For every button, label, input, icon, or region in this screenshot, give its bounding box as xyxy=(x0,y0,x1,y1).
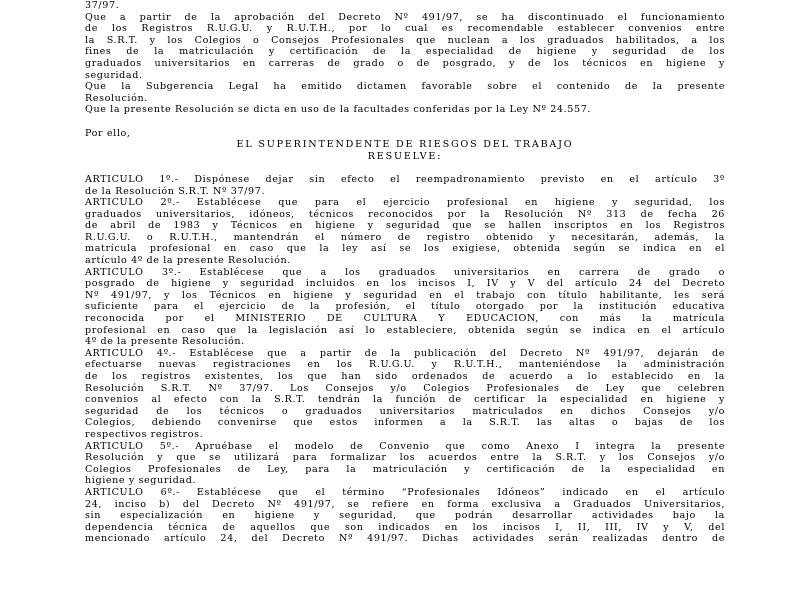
text-line: higiene y seguridad. xyxy=(85,475,197,487)
text-line: Colegios, debiendo convenirse que estos informen a la S.R.T. las altas o bajas de los xyxy=(85,417,725,429)
text-line: fines de la matriculación y certificación de la especialidad de higiene y seguridad de los xyxy=(85,46,725,58)
text-line: 37/97. xyxy=(85,0,120,11)
text-line: efectuarse nuevas registraciones en los R.U.G.U. y R.U.T.H., manteniéndose la administración xyxy=(85,359,725,371)
text-line: de la Resolución S.R.T. Nº 37/97. xyxy=(85,185,266,197)
text-line: matrícula profesional en caso que la ley así se los exigiese, obtenida según se indica en el xyxy=(85,243,725,255)
text-line: ARTICULO 2º.- Establécese que para el ejercicio profesional en higiene y seguridad, los xyxy=(85,197,725,209)
text-line: 4º de la presente Resolución. xyxy=(85,336,245,348)
text-line: reconocida por el MINISTERIO DE CULTURA Y EDUCACION, con más la matrícula xyxy=(85,313,725,325)
text-line: Resolución y que se utilizará para formalizar los acuerdos entre la S.R.T. y los Consejos y/o xyxy=(85,452,725,464)
text-line: 24, inciso b) del Decreto Nº 491/97, se refiere en forma exclusiva a Graduados Universitarios, xyxy=(85,498,725,510)
text-line: la S.R.T. y los Colegios o Consejos Profesionales que nuclean a los graduados habilitados, a los xyxy=(85,34,725,46)
resuelve-heading: RESUELVE: xyxy=(367,150,443,162)
text-line: ARTICULO 6º.- Establécese que el término “Profesionales Idóneos” indicado en el artículo xyxy=(85,486,725,498)
text-line: convenios al efecto con la S.R.T. tendrán la función de certificar la especialidad en higiene y xyxy=(85,394,725,406)
text-line: ARTICULO 5º.- Apruébase el modelo de Convenio que como Anexo I integra la presente xyxy=(85,440,725,452)
considerandos-block xyxy=(85,0,725,116)
text-line: ARTICULO 1º.- Dispónese dejar sin efecto el reempadronamiento previsto en el artículo 3º xyxy=(85,173,725,185)
text-line: respectivos registros. xyxy=(85,428,204,440)
authority-heading: EL SUPERINTENDENTE DE RIESGOS DEL TRABAJO xyxy=(236,139,574,151)
text-line: Que la presente Resolución se dicta en uso de la facultades conferidas por la Ley Nº 24.557. xyxy=(85,104,592,116)
por-ello-text: Por ello, xyxy=(85,127,131,139)
text-line: ARTICULO 4º.- Establécese que a partir de la publicación del Decreto Nº 491/97, dejarán de xyxy=(85,347,725,359)
text-line: artículo 4º de la presente Resolución. xyxy=(85,255,291,267)
text-line: de los Registros R.U.G.U. y R.U.T.H., por lo cual es recomendable establecer convenios entre xyxy=(85,23,725,35)
text-line: Que a partir de la aprobación del Decreto Nº 491/97, se ha discontinuado el funcionamiento xyxy=(85,11,725,23)
text-line: sin especialización en higiene y seguridad, que podrán desarrollar actividades bajo la xyxy=(85,510,725,522)
text-line: ARTICULO 3º.- Establécese que a los graduados universitarios en carrera de grado o xyxy=(85,266,725,278)
text-line: dependencia técnica de aquellos que son indicados en los incisos I, II, III, IV y V, del xyxy=(85,521,725,533)
text-line: graduados universitarios, idóneos, técnicos reconocidos por la Resolución Nº 313 de fecha 26 xyxy=(85,208,725,220)
text-line: Nº 491/97, y los Técnicos en higiene y seguridad en el trabajo con título habilitante, les será xyxy=(85,289,725,301)
text-line: posgrado de higiene y seguridad incluidos en los incisos I, IV y V del artículo 24 del Decreto xyxy=(85,278,725,290)
text-line: Resolución. xyxy=(85,92,148,104)
text-line: graduados universitarios en carreras de grado o de posgrado, y de los técnicos en higiene y xyxy=(85,57,725,69)
text-line: profesional en caso que la legislación así lo estableciere, obtenida según se indica en el artículo xyxy=(85,324,725,336)
resolution-text xyxy=(85,0,725,545)
text-line: Resolución S.R.T. Nº 37/97. Los Consejos y/o Colegios Profesionales de Ley que celebren xyxy=(85,382,725,394)
text-line: Que la Subgerencia Legal ha emitido dictamen favorable sobre el contenido de la presente xyxy=(85,81,725,93)
articles-block xyxy=(85,174,725,545)
text-line: mencionado artículo 24, del Decreto Nº 491/97. Dichas actividades serán realizadas dentro de xyxy=(85,533,725,545)
text-line: de abril de 1983 y Técnicos en higiene y seguridad que se hallen inscriptos en los Registros xyxy=(85,220,725,232)
text-line: suficiente para el ejercicio de la profesión, el título otorgado por la institución educativa xyxy=(85,301,725,313)
text-line: R.U.G.U. o R.U.T.H., mantendrán el número de registro obtenido y necesitarán, además, la xyxy=(85,231,725,243)
text-line: seguridad de los técnicos o graduados universitarios matriculados en dichos Consejos y/o xyxy=(85,405,725,417)
text-line: seguridad. xyxy=(85,69,143,81)
text-line: de los registros existentes, los que han sido ordenados de acuerdo a lo establecido en la xyxy=(85,371,725,382)
text-line: Colegios Profesionales de Ley, para la matriculación y certificación de la especialidad en xyxy=(85,463,725,475)
